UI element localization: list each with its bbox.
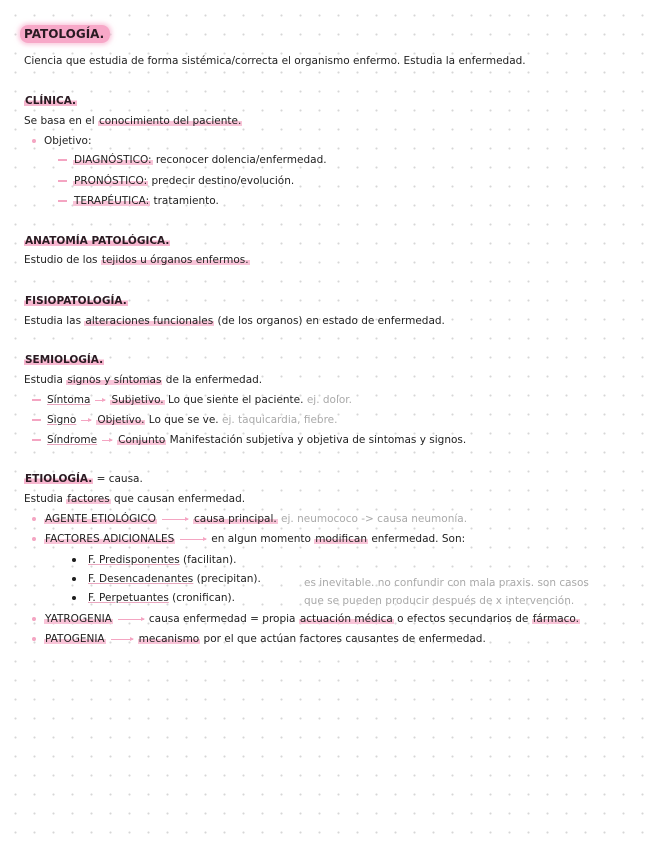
dash-icon (58, 200, 67, 201)
factor-item (72, 553, 236, 567)
clinica-desc-pre: Se basa en el (24, 115, 98, 127)
semiologia-heading: SEMIOLOGÍA. (25, 354, 104, 366)
semiologia-item (32, 433, 466, 447)
patogenia-row (32, 632, 486, 646)
arrow-right-icon (102, 440, 112, 441)
semiologia-item (32, 413, 337, 427)
semiologia-item-kind: Objetivo. (97, 414, 145, 426)
pink-bullet-icon (32, 139, 36, 143)
patogenia-text-post: por el que actúan factores causantes de enfermedad. (200, 633, 486, 645)
factor-text: (facilitan). (179, 554, 237, 566)
fisiopatologia-desc-pre: Estudia las (24, 315, 85, 327)
arrow-right-icon (81, 420, 91, 421)
arrow-right-icon (180, 539, 206, 540)
clinica-item (58, 174, 294, 188)
fisiopatologia-desc (24, 314, 445, 328)
semiologia-item (32, 393, 352, 407)
semiologia-desc (24, 373, 262, 387)
yatrogenia-note-line-2 (304, 594, 574, 608)
factor-item (72, 572, 261, 586)
anatomia-heading-row (24, 234, 170, 248)
clinica-item-term: DIAGNÓSTICO: (74, 154, 152, 166)
semiologia-item-kind: Conjunto (118, 434, 166, 446)
factor-term: F. Desencadenantes (88, 573, 194, 585)
black-bullet-icon (72, 596, 76, 600)
etiologia-desc-post: que causan enfermedad. (110, 493, 246, 505)
etiologia-heading-suffix: = causa. (93, 473, 143, 485)
fisiopatologia-desc-highlight: alteraciones funcionales (85, 315, 214, 327)
factor-term: F. Predisponentes (88, 554, 180, 566)
fisiopatologia-heading: FISIOPATOLOGÍA. (25, 295, 127, 307)
semiologia-item-text: Lo que siente el paciente. (164, 394, 304, 406)
etiologia-heading: ETIOLOGÍA. (25, 473, 93, 485)
clinica-heading: CLÍNICA. (25, 95, 77, 107)
clinica-item (58, 194, 219, 208)
semiologia-item-text: Manifestación subjetiva y objetiva de sintomas y signos. (166, 434, 467, 446)
dash-icon (58, 159, 67, 160)
yatrogenia-text-highlight: actuación médica (299, 613, 393, 625)
arrow-right-icon (95, 400, 105, 401)
dash-icon (32, 399, 41, 400)
pink-bullet-icon (32, 537, 36, 541)
yatrogenia-text-pre: causa enfermedad = propia (148, 613, 299, 625)
clinica-item-text: tratamiento. (150, 195, 219, 207)
clinica-item (58, 153, 327, 167)
factores-text: en algun momento (211, 533, 315, 545)
note-text: que se pueden producir después de x intervención. (304, 595, 575, 607)
anatomia-desc-pre: Estudio de los (24, 254, 101, 266)
clinica-desc (24, 114, 242, 128)
etiologia-desc (24, 492, 245, 506)
fisiopatologia-desc-post: (de los organos) en estado de enfermedad. (214, 315, 445, 327)
definition-content: Ciencia que estudia de forma sistémica/correcta el organismo enfermo. Estudia la enfermedad. (24, 55, 526, 67)
semiologia-desc-post: de la enfermedad. (162, 374, 263, 386)
dash-icon (32, 439, 41, 440)
semiologia-desc-pre: Estudia (24, 374, 67, 386)
black-bullet-icon (72, 558, 76, 562)
clinica-item-term: TERAPÉUTICA: (74, 195, 150, 207)
clinica-item-text: predecir destino/evolución. (148, 175, 295, 187)
factores-adicionales-row (32, 532, 465, 546)
clinica-item-text: reconocer dolencia/enfermedad. (152, 154, 327, 166)
clinica-item-term: PRONÓSTICO: (74, 175, 148, 187)
semiologia-item-text: Lo que se ve. (145, 414, 219, 426)
definition-text (24, 54, 526, 68)
page-title: PATOLOGÍA. (20, 25, 110, 43)
factores-text-post: enfermedad. Son: (367, 533, 466, 545)
factor-text: (cronifican). (168, 592, 235, 604)
arrow-right-icon (118, 619, 144, 620)
clinica-objetivo (32, 134, 92, 148)
clinica-desc-highlight: conocimiento del paciente. (98, 115, 242, 127)
factor-term: F. Perpetuantes (88, 592, 169, 604)
yatrogenia-text-highlight-2: fármaco. (532, 613, 579, 625)
dash-icon (32, 419, 41, 420)
anatomia-desc-highlight: tejidos u órganos enfermos. (101, 254, 249, 266)
etiologia-heading-row (24, 472, 143, 486)
yatrogenia-term: YATROGENIA (45, 613, 112, 625)
patogenia-term: PATOGENIA (45, 633, 105, 645)
patogenia-text-highlight: mecanismo (138, 633, 200, 645)
pink-bullet-icon (32, 637, 36, 641)
semiologia-heading-row (24, 353, 104, 367)
dash-icon (58, 180, 67, 181)
anatomia-heading: ANATOMÍA PATOLÓGICA. (25, 235, 170, 247)
clinica-heading-row (24, 94, 77, 108)
agente-text: causa principal. (194, 513, 277, 525)
agente-etiologico-row (32, 512, 467, 526)
semiologia-desc-highlight: signos y síntomas (67, 374, 162, 386)
pink-bullet-icon (32, 517, 36, 521)
pink-bullet-icon (32, 617, 36, 621)
note-text: es inevitable. no confundir con mala praxis. son casos (304, 577, 589, 589)
semiologia-item-example: ej. dolor. (303, 394, 352, 406)
black-bullet-icon (72, 577, 76, 581)
factores-text-highlight: modifican (315, 533, 367, 545)
arrow-right-icon (111, 639, 133, 640)
factores-term: FACTORES ADICIONALES (45, 533, 175, 545)
anatomia-desc (24, 253, 250, 267)
page-title-row (20, 27, 110, 42)
etiologia-desc-highlight: factores (67, 493, 110, 505)
semiologia-item-term: Síntoma (47, 394, 91, 406)
etiologia-desc-pre: Estudia (24, 493, 67, 505)
objetivo-label: Objetivo: (44, 135, 92, 147)
yatrogenia-row (32, 612, 580, 626)
semiologia-item-example: ej. taquicardia, fiebre. (218, 414, 338, 426)
arrow-right-icon (162, 519, 188, 520)
agente-example: ej. neumococo -> causa neumonía. (277, 513, 468, 525)
yatrogenia-text-mid: o efectos secundarios de (393, 613, 532, 625)
factor-text: (precipitan). (193, 573, 261, 585)
yatrogenia-note-line-1 (304, 576, 589, 590)
semiologia-item-term: Síndrome (47, 434, 98, 446)
semiologia-item-term: Signo (47, 414, 77, 426)
fisiopatologia-heading-row (24, 294, 128, 308)
agente-term: AGENTE ETIOLÓGICO (45, 513, 156, 525)
factor-item (72, 591, 235, 605)
semiologia-item-kind: Subjetivo. (111, 394, 164, 406)
